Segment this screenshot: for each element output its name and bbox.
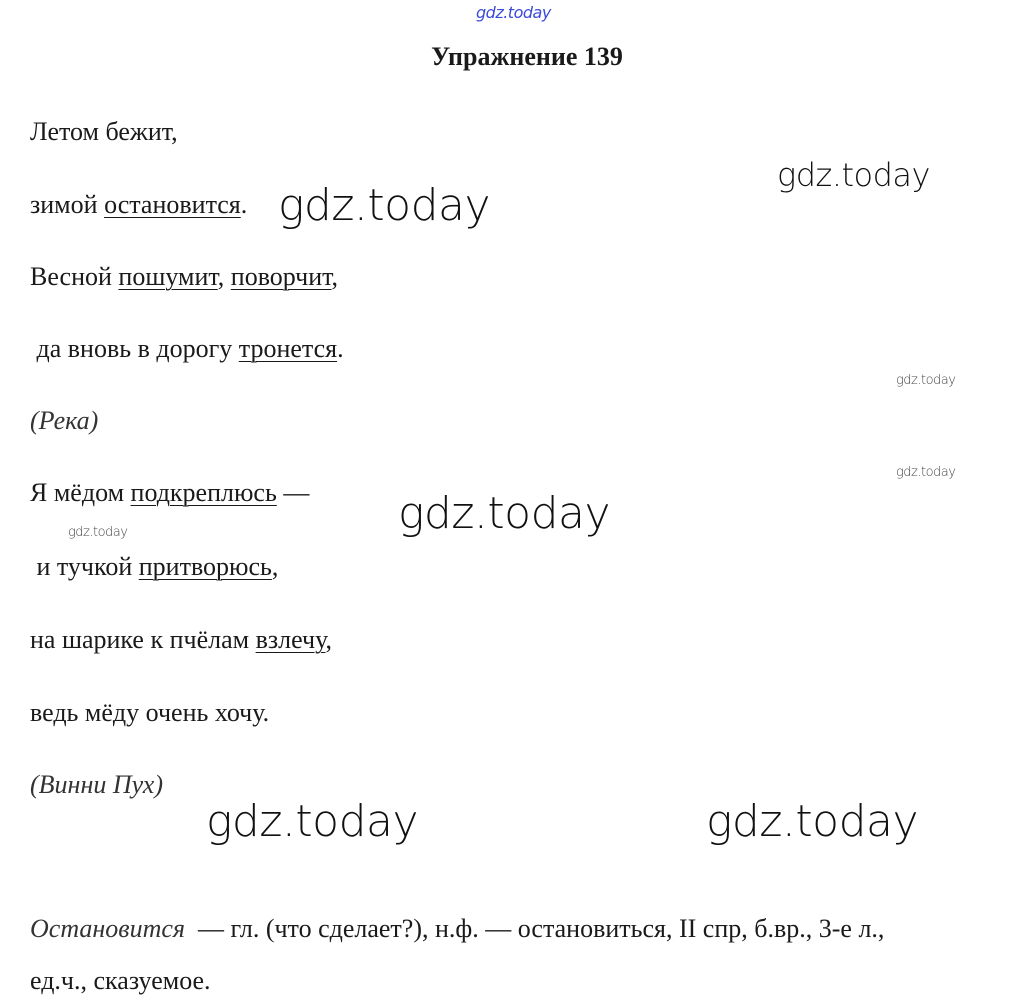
riddle2-line2-punct: , — [271, 552, 279, 581]
riddle1-line1: Летом бежит, — [30, 117, 178, 146]
watermark-small-3: gdz.today — [68, 525, 128, 540]
riddle2-line2 — [30, 552, 278, 582]
riddle2-line4: ведь мёду очень хочу. — [30, 698, 270, 727]
riddle2-line3 — [30, 625, 332, 655]
riddle1-predicate-3: поворчит — [230, 262, 332, 291]
riddle2-predicate-1: подкреплюсь — [130, 478, 277, 507]
riddle1-line2 — [30, 190, 247, 220]
watermark-small-2: gdz.today — [896, 465, 956, 480]
riddle1-line2-punct: . — [240, 190, 248, 219]
riddle2-predicate-2: притворюсь — [138, 552, 272, 581]
riddle1-line2-text: зимой — [30, 190, 105, 219]
riddle1-line4 — [30, 334, 344, 364]
watermark-right-1: gdz.today — [777, 156, 930, 194]
riddle1-predicate-2: пошумит — [118, 262, 218, 291]
riddle1-line4-text: да вновь в дорогу — [30, 334, 239, 363]
analysis-line2: ед.ч., сказуемое. — [30, 966, 211, 995]
riddle1-line3-sep: , — [217, 262, 231, 291]
riddle2-line1-text: Я мёдом — [30, 478, 131, 507]
riddle1-predicate-1: остановится — [104, 190, 241, 219]
watermark-small-1: gdz.today — [896, 373, 956, 388]
watermark-center-2: gdz.today — [398, 488, 611, 539]
riddle1-line3-text: Весной — [30, 262, 119, 291]
watermark-bottom-right: gdz.today — [706, 796, 919, 847]
riddle1-line3 — [30, 262, 338, 292]
watermark-bottom-left: gdz.today — [206, 796, 419, 847]
riddle2-line1-punct: — — [276, 478, 310, 507]
riddle2-line2-text: и тучкой — [30, 552, 139, 581]
analysis-description: — гл. (что сделает?), н.ф. — остановиться, II спр, б.вр., 3-е л., — [185, 914, 885, 943]
riddle1-predicate-4: тронется — [238, 334, 338, 363]
riddle1-line4-punct: . — [337, 334, 344, 363]
page-title: Упражнение 139 — [431, 42, 623, 71]
riddle2-answer: (Винни Пух) — [30, 770, 164, 799]
analysis-word: Остановится — [30, 914, 185, 943]
riddle2-line1 — [30, 478, 309, 508]
watermark-center-1: gdz.today — [278, 180, 491, 231]
riddle1-answer: (Река) — [30, 406, 99, 435]
watermark-top: gdz.today — [476, 3, 551, 22]
riddle2-line3-punct: , — [325, 625, 332, 654]
analysis-line1 — [30, 914, 884, 944]
riddle2-line3-text: на шарике к пчёлам — [30, 625, 256, 654]
riddle1-line3-punct: , — [331, 262, 339, 291]
riddle2-predicate-3: взлечу — [255, 625, 326, 654]
